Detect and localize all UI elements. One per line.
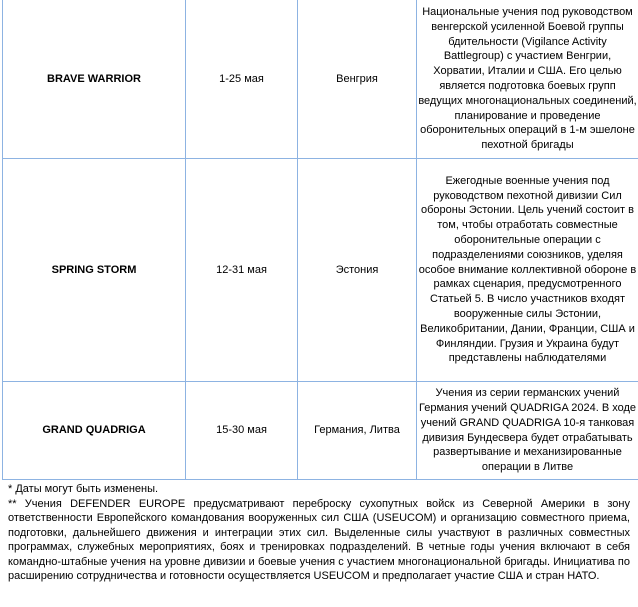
exercise-country: Венгрия [298,0,417,159]
table-row [3,382,638,480]
exercise-description: Национальные учения под руководством венгерской усиленной Боевой группы бдительности (Vigilance Activity Battlegroup) с участием Венгрии, Хорватии, Италии и США. Его целью является подготовка боевых групп ведущих многонациональных соединений, планирование и проведение оборонительных операций в 1-м эшелоне пехотной бригады [417,0,638,159]
footnote-dates: * Даты могут быть изменены. [8,483,159,495]
document-page [2,0,636,584]
exercise-dates: 1-25 мая [186,0,298,159]
exercise-name: SPRING STORM [3,159,186,382]
footnote-defender-europe: ** Учения DEFENDER EUROPE предусматривают переброску сухопутных войск из Северной Америки в зону ответственности Европейского командования вооруженных сил США (USEUCOM) и организацию совместного приема, подготовки, дальнейшего движения и интеграции этих сил. Выделенные силы участвуют в различных совместных программах, служебных мероприятиях, боях и тренировках подразделений. В четные годы учения включают в себя командно-штабные учения на уровне дивизии и боевые учения с участием многонациональной бригады. Инициатива по расширению сотрудничества и готовности осуществляется USEUCOM и предполагает участие США и стран НАТО. [8,497,630,582]
exercise-dates: 15-30 мая [186,382,298,480]
exercise-description: Учения из серии германских учений Германия учений QUADRIGA 2024. В ходе учений GRAND QUADRIGA 10-я танковая дивизия Бундесвера будет отрабатывать развертывание и механизированные операции в Литве [417,382,638,480]
exercises-table [2,0,638,480]
exercise-description: Ежегодные военные учения под руководством пехотной дивизии Сил обороны Эстонии. Цель учений состоит в том, чтобы отработать совместные оборонительные операции с подразделениями союзников, уделяя особое внимание коллективной обороне в рамках сценария, предусмотренного Статьей 5. В число участников входят вооруженные силы Эстонии, Великобритании, Дании, Франции, США и Финляндии. Грузия и Украина будут представлены наблюдателями [417,159,638,382]
table-row [3,0,638,159]
exercise-country: Эстония [298,159,417,382]
exercise-name: BRAVE WARRIOR [3,0,186,159]
exercise-name: GRAND QUADRIGA [3,382,186,480]
exercise-dates: 12-31 мая [186,159,298,382]
table-row [3,159,638,382]
exercise-country: Германия, Литва [298,382,417,480]
footnotes [2,482,636,584]
